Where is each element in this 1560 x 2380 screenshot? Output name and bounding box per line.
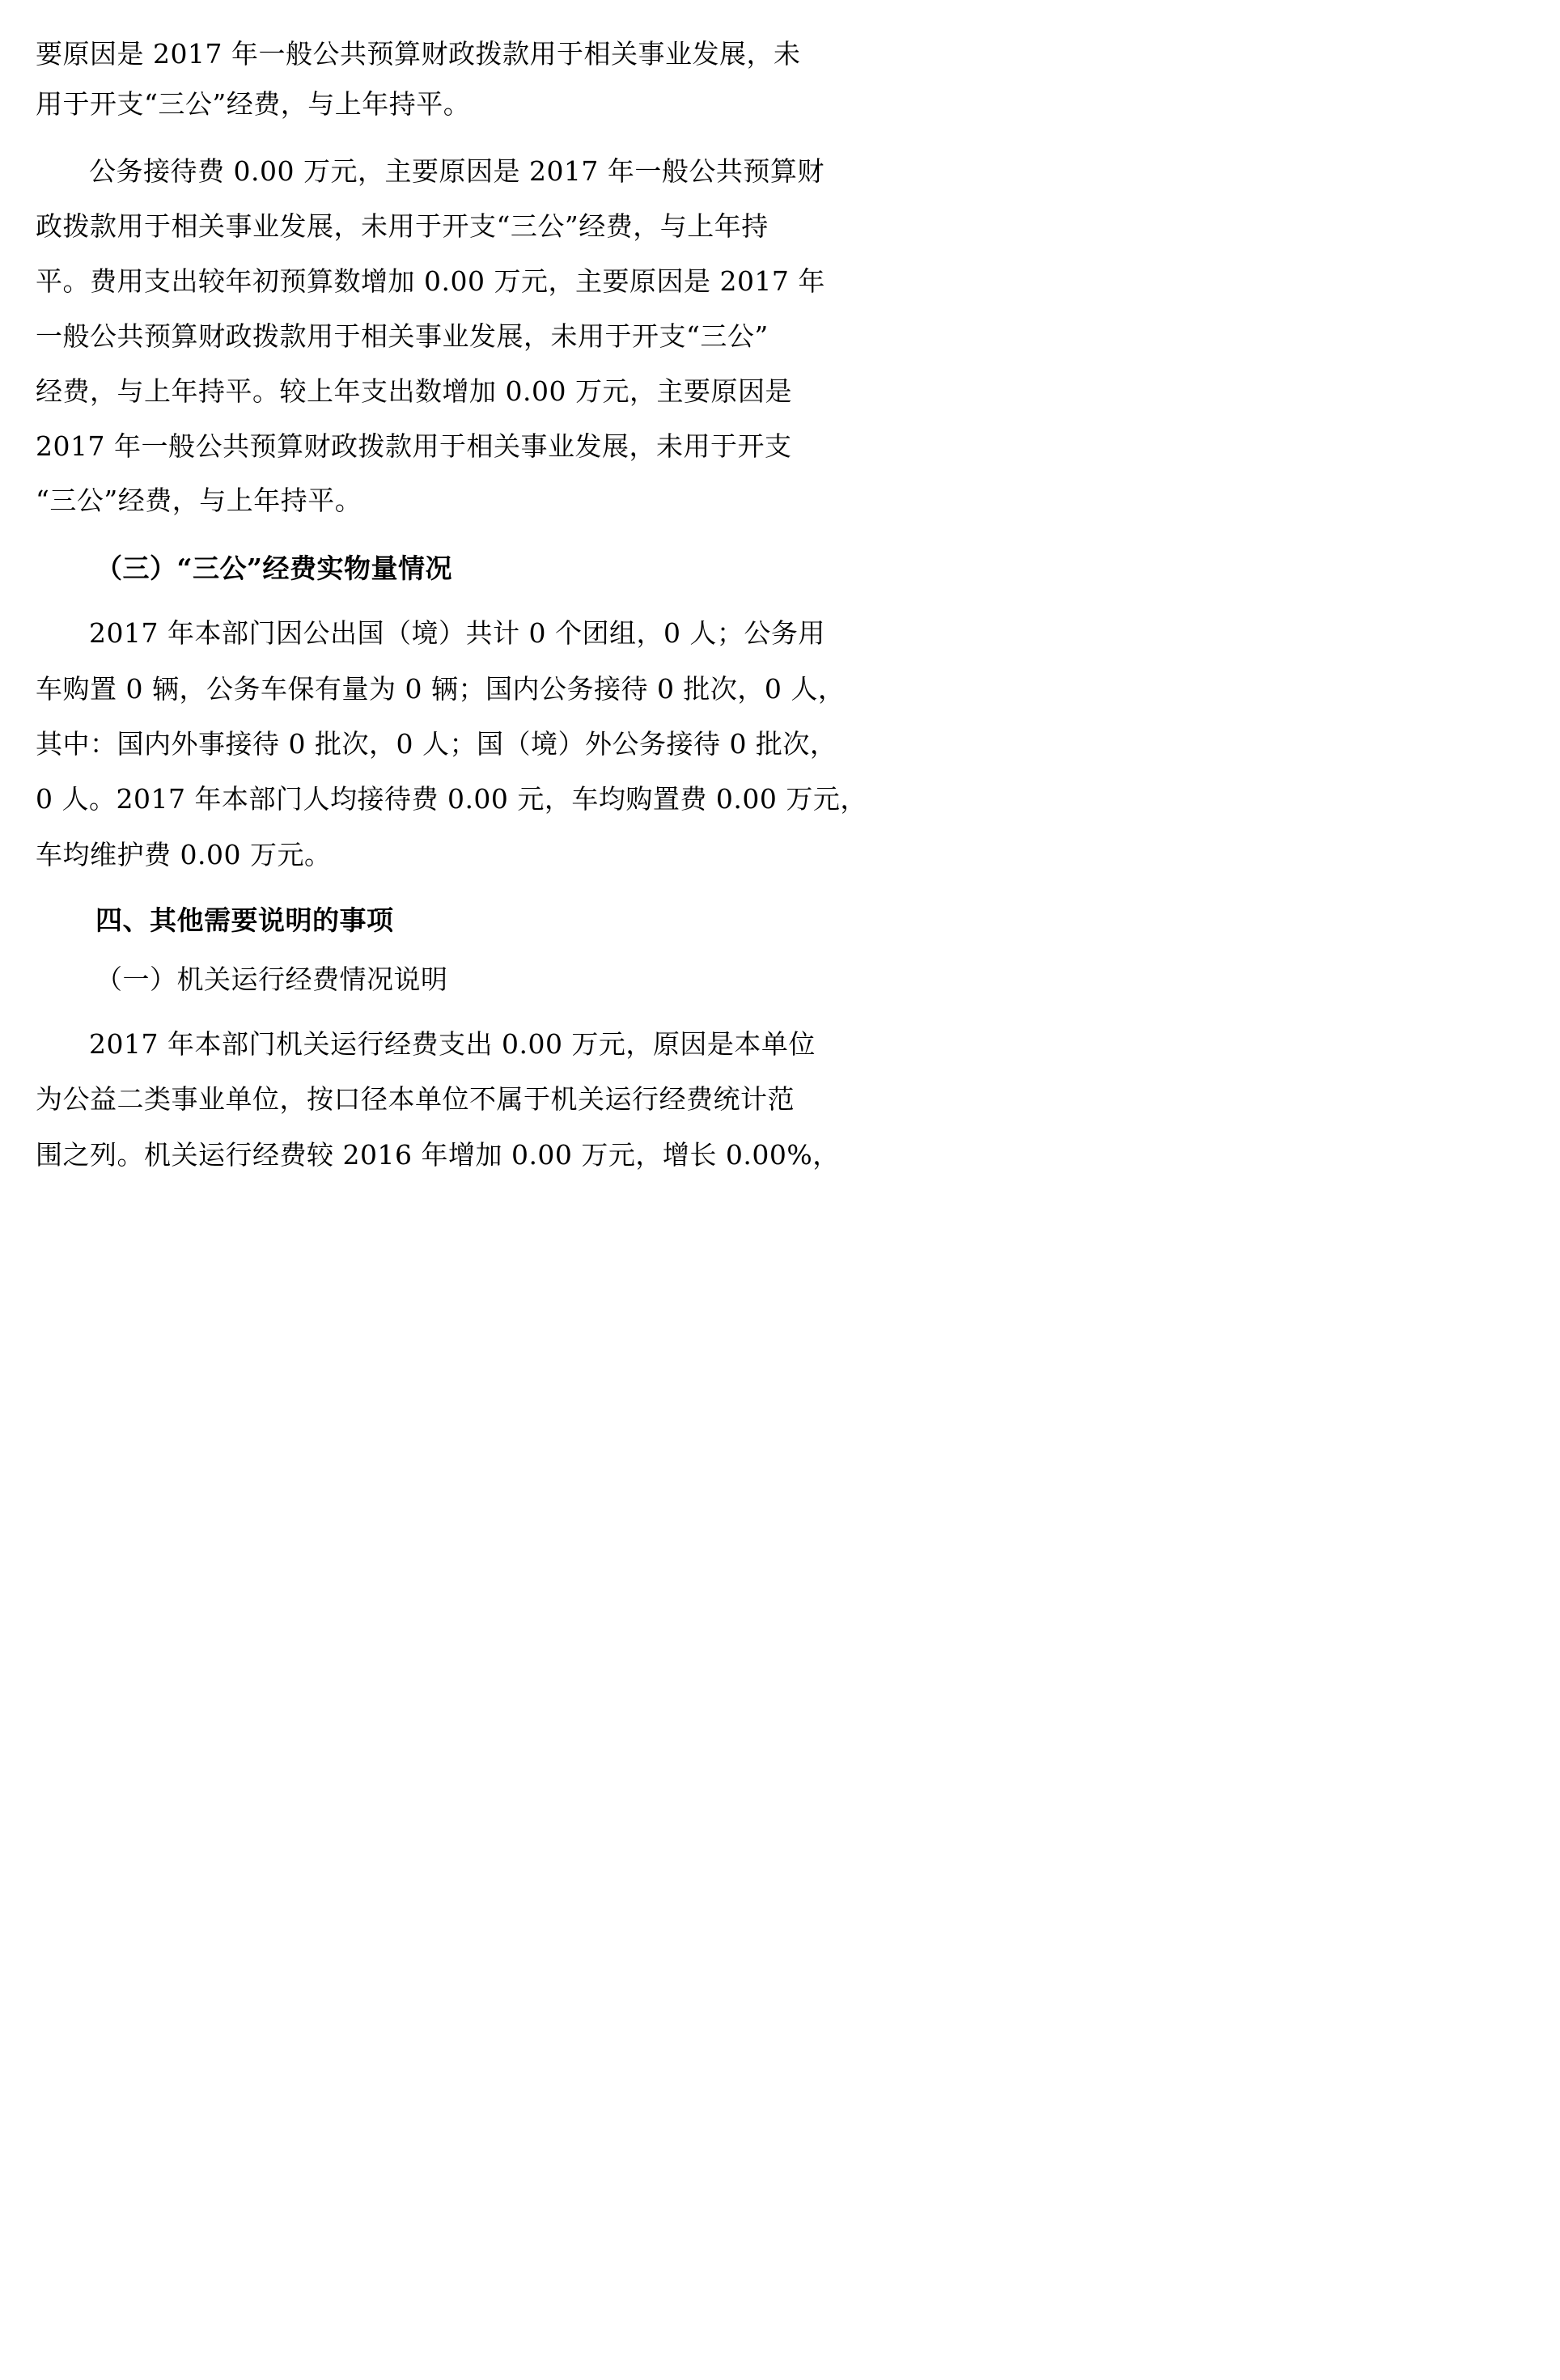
paragraph-line: 围之列。机关运行经费较 2016 年增加 0.00 万元，增长 0.00%， <box>36 1139 840 1171</box>
subsection-heading: （一）机关运行经费情况说明 <box>95 963 448 995</box>
paragraph-line: 其中：国内外事接待 0 批次，0 人；国（境）外公务接待 0 批次， <box>36 728 837 760</box>
paragraph-line: 用于开支“三公”经费，与上年持平。 <box>36 88 471 120</box>
paragraph-line: 0 人。2017 年本部门人均接待费 0.00 元，车均购置费 0.00 万元， <box>36 783 867 815</box>
paragraph-line: 车购置 0 辆，公务车保有量为 0 辆；国内公务接待 0 批次，0 人， <box>36 673 846 705</box>
section-heading: （三）“三公”经费实物量情况 <box>95 553 452 584</box>
paragraph-line: “三公”经费，与上年持平。 <box>36 485 362 516</box>
paragraph-line: 2017 年一般公共预算财政拨款用于相关事业发展，未用于开支 <box>36 430 792 462</box>
paragraph-line: 为公益二类事业单位，按口径本单位不属于机关运行经费统计范 <box>36 1083 795 1115</box>
paragraph-line: 平。费用支出较年初预算数增加 0.00 万元，主要原因是 2017 年 <box>36 265 825 297</box>
paragraph-line: 要原因是 2017 年一般公共预算财政拨款用于相关事业发展，未 <box>36 38 801 70</box>
paragraph-line: 公务接待费 0.00 万元，主要原因是 2017 年一般公共预算财 <box>89 155 825 187</box>
document-page <box>0 0 867 1264</box>
paragraph-line: 2017 年本部门机关运行经费支出 0.00 万元，原因是本单位 <box>89 1028 816 1060</box>
paragraph-line: 车均维护费 0.00 万元。 <box>36 839 332 870</box>
paragraph-line: 2017 年本部门因公出国（境）共计 0 个团组，0 人；公务用 <box>89 617 825 649</box>
paragraph-line: 一般公共预算财政拨款用于相关事业发展，未用于开支“三公” <box>36 320 769 352</box>
section-heading: 四、其他需要说明的事项 <box>95 904 394 936</box>
paragraph-line: 经费，与上年持平。较上年支出数增加 0.00 万元，主要原因是 <box>36 375 792 407</box>
paragraph-line: 政拨款用于相关事业发展，未用于开支“三公”经费，与上年持 <box>36 210 769 242</box>
